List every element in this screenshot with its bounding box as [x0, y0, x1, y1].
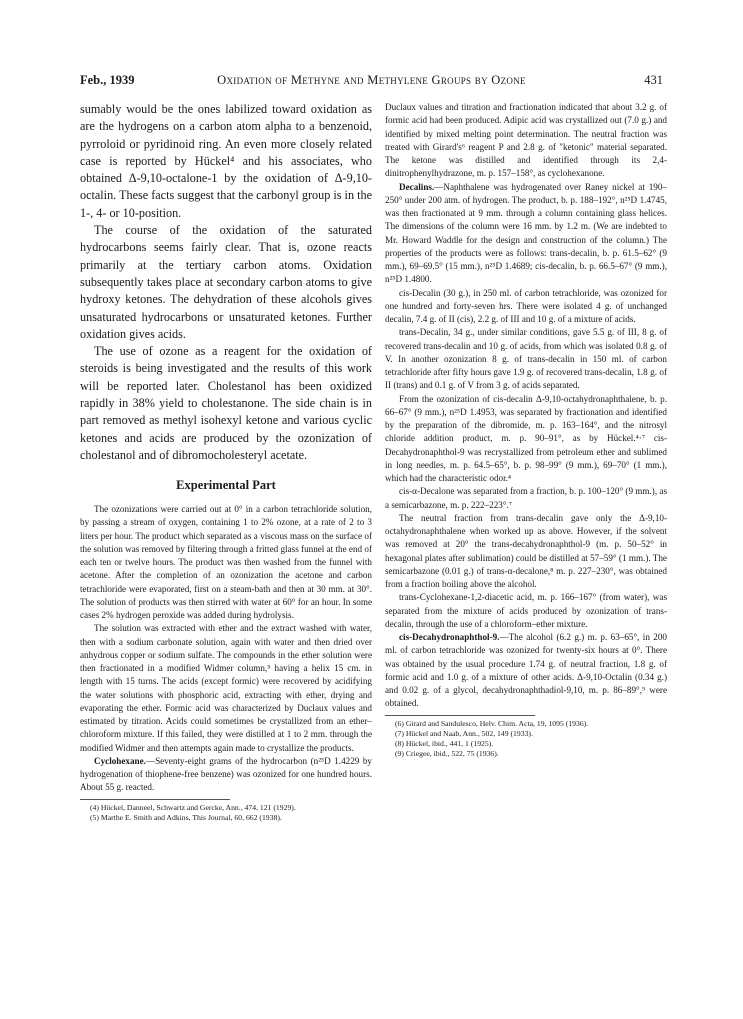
- paragraph: cis-α-Decalone was separated from a fraction, b. p. 100–120° (9 mm.), as a semicarbazone, m. p. 222–223°.⁷: [385, 486, 667, 510]
- discussion-text: [80, 101, 372, 464]
- paragraph: [385, 181, 667, 287]
- footnote: (5) Marthe E. Smith and Adkins, This Journal, 60, 662 (1938).: [90, 813, 282, 823]
- footnote: (8) Hückel, ibid., 441, 1 (1925).: [395, 739, 494, 749]
- paragraph: [385, 631, 667, 711]
- footnote: (6) Girard and Sandulesco, Helv. Chim. Acta, 19, 1095 (1936).: [395, 718, 589, 728]
- paragraph: The solution was extracted with ether and the extract washed with water, then with a sodium carbonate solution, again with water and then dried over anhydrous copper or sodium sulfate. The compounds in the ether solution were then fractionated in a modified Widmer column,⁵ having a helix 15 cm. in length with 15 turns. The acids (except formic) were recovered by acidifying the water solutions with phosphoric acid, extracting with ether, drying and evaporating the ether. Formic acid was characterized by Duclaux values and estimated by titration. Acids could sometimes be crystallized from an ether–chloroform mixture. If this failed, they were distilled at 1 to 2 mm. through the modified Widmer and then attempts again made to crystallize the products.: [80, 623, 372, 753]
- running-head: [80, 73, 663, 91]
- left-column: [80, 101, 372, 823]
- page-number: 431: [644, 73, 663, 87]
- paragraph-body: —Naphthalene was hydrogenated over Raney nickel at 190–250° under 200 atm. of hydrogen. The product, b. p. 188–192°, n²⁵D 1.4745, was then fractionated at 9 mm. through a column containing glass helices. The dimensions of the column were 16 mm. by 1.2 m. (We are indebted to Mr. Howard Waddle for the design and construction of the column.) The properties of the products were as follows: trans-decalin, b. p. 61.5–62° (9 mm.), 69–69.5° (15 mm.), n²⁵D 1.4689; cis-decalin, b. p. 66.5–67° (9 mm.), n²⁵D 1.4800.: [385, 181, 667, 285]
- paragraph: trans-Decalin, 34 g., under similar conditions, gave 5.5 g. of III, 8 g. of recovered trans-decalin and 10 g. of acids, from which was isolated 0.8 g. of V. In another ozonization 8 g. of trans-decalin in 150 ml. of carbon tetrachloride after fifty hours gave 1.9 g. of recovered trans-decalin, 1.8 g. of II (trans) and 0.1 g. of V from 3 g. of acids separated.: [385, 327, 667, 391]
- footnote: (7) Hückel and Naab, Ann., 502, 149 (1933).: [395, 728, 533, 738]
- issue-date: Feb., 1939: [80, 73, 135, 87]
- paragraph: From the ozonization of cis-decalin Δ-9,10-octahydronaphthalene, b. p. 66–67° (9 mm.), n²⁵D 1.4953, was separated by fractionation and identified by the preparation of the dibromide, m. p. 163–164°, and the nitrosyl chloride addition product, m. p. 90–91°, as by Hückel.⁴·⁷ cis-Decahydronaphthol-9 was recrystallized from petroleum ether and sublimed in long needles, m. p. 64.5–65°, b. p. 98–99° (9 mm.), 69–70° (1 mm.), which had the characteristic odor.⁴: [385, 393, 667, 483]
- paragraph: The ozonizations were carried out at 0° in a carbon tetrachloride solution, by passing a stream of oxygen, containing 1 to 2% ozone, at a rate of 2 to 3 liters per hour. The product which separated as a viscous mass on the surface of the solution was removed by filtering through a fritted glass funnel at the end of each ten or twelve hours. The product was then washed from the funnel with acetone. After the completion of an ozonization the acetone and carbon tetrachloride were evaporated, first on a steam-bath and then at 30 mm. at 30°. The solution of products was then stirred with water at 60° for an hour. In some cases 2% hydrogen peroxide was added during hydrolysis.: [80, 504, 372, 621]
- footnote: (9) Criegee, ibid., 522, 75 (1936).: [395, 749, 499, 759]
- paragraph: [80, 755, 372, 795]
- footnotes-left: [80, 799, 296, 824]
- running-title: Oxidation of Methyne and Methylene Groups by Ozone: [217, 73, 526, 87]
- section-heading: Experimental Part: [176, 478, 276, 493]
- paragraph: The use of ozone as a reagent for the oxidation of steroids is being investigated and the results of this work will be reported later. Cholestanol has been oxidized rapidly in 38% yield to cholestanone. The side chain is in part removed as methyl isohexyl ketone and various cyclic ketones and acids are produced by the ozonization of cholestanol and of dibromocholesteryl acetate.: [80, 344, 372, 462]
- paragraph: cis-Decalin (30 g.), in 250 ml. of carbon tetrachloride, was ozonized for one hundred and forty-seven hrs. There were isolated 4 g. of unchanged decalin, 7.4 g. of II (cis), 2.2 g. of III and 10 g. of a mixture of acids.: [385, 287, 667, 324]
- paragraph: The neutral fraction from trans-decalin gave only the Δ-9,10-octahydronaphthalene when worked up as above. However, if the solvent was removed at 20° the trans-decahydronaphthol-9 (m. p. 50–52° in hexagonal plates after sublimation) could be distilled at 57–59° (1 mm.). The semicarbazone (0.01 g.) of trans-α-decalone,⁸ m. p. 227–230°, was obtained from a fraction boiling above the alcohol.: [385, 512, 667, 589]
- paragraph-body: —The alcohol (6.2 g.) m. p. 63–65°, in 200 ml. of carbon tetrachloride was ozonized for twenty-six hours at 0°. There was obtained by the usual procedure 1.74 g. of neutral fraction, 1.8 g. of formic acid and 1.0 g. of a mixture of other acids. Δ-9,10-Octalin (0.34 g.) and 0.02 g. of a glycol, decahydronaphthadiol-9,10, m. p. 86–89°,⁹ were obtained.: [385, 632, 667, 709]
- paragraph: sumably would be the ones labilized toward oxidation as are the hydrogens on a carbon atom alpha to a benzenoid, pyrroloid or pyridinoid ring. An even more closely related case is reported by Hückel⁴ and his associates, who obtained Δ-9,10-octalone-1 by the oxidation of Δ-9,10-octalin. These facts suggest that the carbonyl group is in the 1-, 4- or 10-position.: [80, 102, 372, 220]
- footnote: (4) Hückel, Danneel, Schwartz and Gercke, Ann., 474, 121 (1929).: [90, 802, 296, 812]
- run-in-heading: Decalins.: [399, 181, 435, 192]
- run-in-heading: Cyclohexane.: [94, 755, 146, 766]
- footnotes-right: [385, 715, 589, 760]
- paragraph: The course of the oxidation of the saturated hydrocarbons seems fairly clear. That is, ozone reacts primarily at the tertiary carbon atoms. Oxidation subsequently takes place at secondary carbon atoms to give hydroxy ketones. The dehydration of these alcohols gives unsaturated hydrocarbons or unsaturated ketones. Further oxidation gives acids.: [80, 223, 372, 341]
- run-in-heading: cis-Decahydronaphthol-9.: [399, 632, 500, 642]
- paragraph: trans-Cyclohexane-1,2-diacetic acid, m. p. 166–167° (from water), was separated from the mixture of acids produced by ozonization of trans-decalin, through the use of a chloroform–ether mixture.: [385, 592, 667, 629]
- right-column: [385, 101, 667, 760]
- experimental-text: [80, 503, 372, 795]
- paragraph-body: —Seventy-eight grams of the hydrocarbon (n²⁵D 1.4229 by hydrogenation of thiophene-free benzene) was ozonized for one hundred hours. About 55 g. reacted.: [80, 755, 372, 793]
- paragraph: Duclaux values and titration and fractionation indicated that about 3.2 g. of formic acid had been produced. Adipic acid was crystallized out (7.0 g.) and identified by mixed melting point determination. The neutral fraction was treated with Girard's⁶ reagent P and 2.8 g. of "ketonic" material separated. The ketone was distilled and identified through its 2,4-dinitrophenylhydrazone, m. p. 157–158°, as cyclohexanone.: [385, 102, 667, 179]
